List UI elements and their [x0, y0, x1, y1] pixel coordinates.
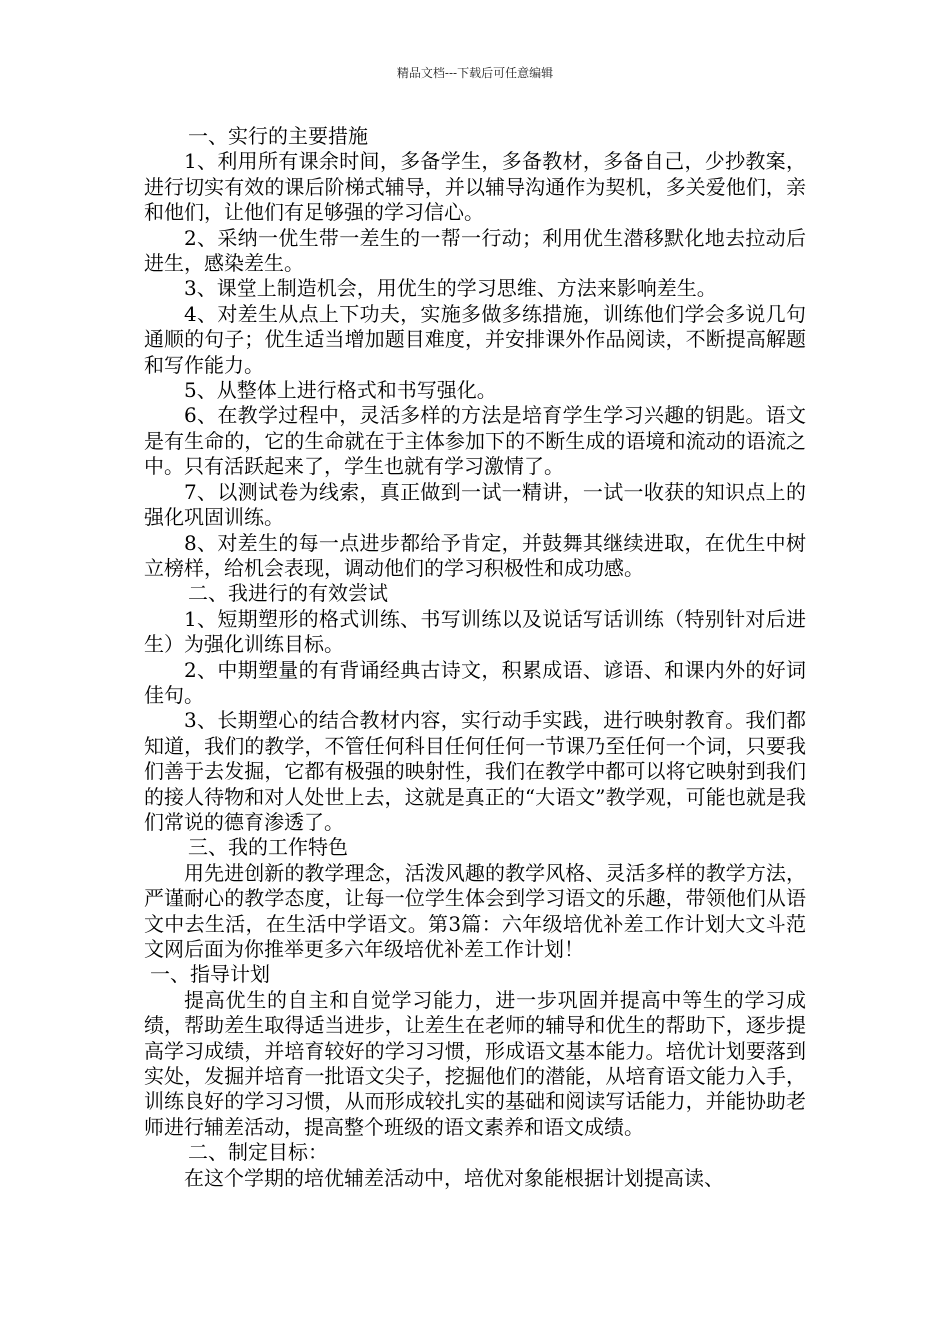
section-heading: 一、指导计划: [150, 962, 270, 987]
document-body: [144, 124, 806, 1191]
paragraph: 3、长期塑心的结合教材内容，实行动手实践，进行映射教育。我们都知道，我们的教学，不管任何科目任何任何一节课乃至任何一个词，只要我们善于去发掘，它都有极强的映射性，我们在教学中都可以将它映射到我们的接人待物和对人处世上去，这就是真正的“大语文”教学观，可能也就是我们常说的德育渗透了。: [144, 708, 806, 834]
paragraph: 1、利用所有课余时间，多备学生，多备教材，多备自己，少抄教案，进行切实有效的课后阶梯式辅导，并以辅导沟通作为契机，多关爱他们，亲和他们，让他们有足够强的学习信心。: [144, 149, 806, 225]
paragraph: 用先进创新的教学理念，活泼风趣的教学风格、灵活多样的教学方法，严谨耐心的教学态度，让每一位学生体会到学习语文的乐趣，带领他们从语文中去生活，在生活中学语文。第3篇：六年级培优补差工作计划大文斗范文网后面为你推举更多六年级培优补差工作计划！: [144, 860, 806, 961]
section-heading: 二、我进行的有效尝试: [188, 581, 388, 606]
section-heading: 一、实行的主要措施: [188, 124, 368, 148]
section-heading: 三、我的工作特色: [188, 835, 348, 860]
page-header: 精品文档---下载后可任意编辑: [396, 66, 554, 80]
paragraph: 3、课堂上制造机会，用优生的学习思维、方法来影响差生。: [184, 276, 717, 301]
paragraph: 2、中期塑量的有背诵经典古诗文，积累成语、谚语、和课内外的好词佳句。: [144, 657, 806, 707]
section-heading: 二、制定目标：: [188, 1140, 328, 1165]
paragraph: 6、在教学过程中，灵活多样的方法是培育学生学习兴趣的钥匙。语文是有生命的，它的生命就在于主体参加下的不断生成的语境和流动的语流之中。只有活跃起来了，学生也就有学习激情了。: [144, 403, 806, 479]
paragraph: 8、对差生的每一点进步都给予肯定，并鼓舞其继续进取，在优生中树立榜样，给机会表现，调动他们的学习积极性和成功感。: [144, 530, 806, 580]
paragraph: 提高优生的自主和自觉学习能力，进一步巩固并提高中等生的学习成绩，帮助差生取得适当进步，让差生在老师的辅导和优生的帮助下，逐步提高学习成绩，并培育较好的学习习惯，形成语文基本能力。培优计划要落到实处，发掘并培育一批语文尖子，挖掘他们的潜能，从培育语文能力入手，训练良好的学习习惯，从而形成较扎实的基础和阅读写话能力，并能协助老师进行辅差活动，提高整个班级的语文素养和语文成绩。: [144, 987, 806, 1139]
paragraph: 在这个学期的培优辅差活动中，培优对象能根据计划提高读、: [184, 1165, 724, 1190]
paragraph: 5、从整体上进行格式和书写强化。: [184, 378, 497, 403]
paragraph: 7、以测试卷为线索，真正做到一试一精讲，一试一收获的知识点上的强化巩固训练。: [144, 479, 806, 530]
paragraph: 4、对差生从点上下功夫，实施多做多练措施，训练他们学会多说几句通顺的句子；优生适当增加题目难度，并安排课外作品阅读，不断提高解题和写作能力。: [144, 301, 806, 377]
paragraph: 1、短期塑形的格式训练、书写训练以及说话写话训练（特别针对后进生）为强化训练目标。: [144, 606, 806, 657]
paragraph: 2、采纳一优生带一差生的一帮一行动；利用优生潜移默化地去拉动后进生，感染差生。: [144, 225, 806, 276]
